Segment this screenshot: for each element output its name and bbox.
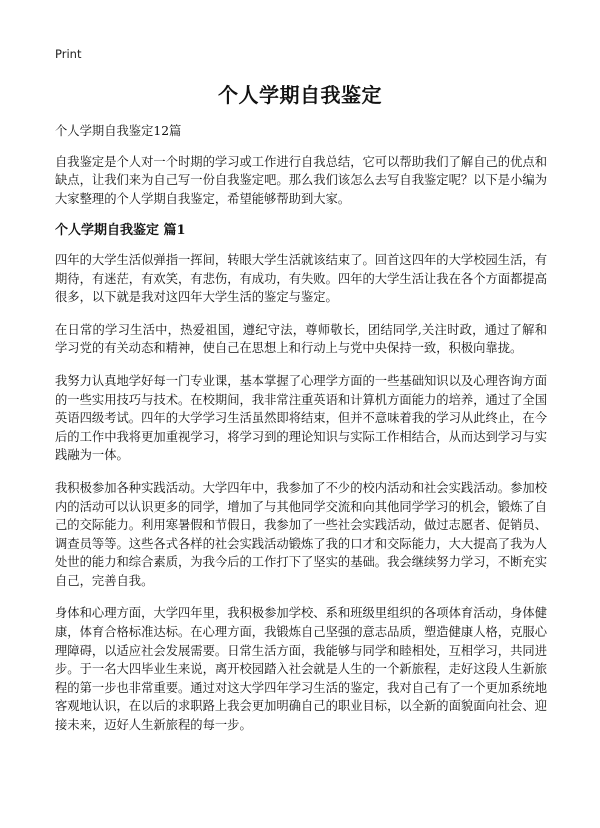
document-title: 个人学期自我鉴定 — [218, 83, 382, 107]
body-paragraph: 身体和心理方面，大学四年里，我积极参加学校、系和班级里组织的各项体育活动，身体健康，体育合格标准达标。在心理方面，我锻炼自己坚强的意志品质，塑造健康人格，克服心理障碍，以适应社会发展需要。日常生活方面，我能够与同学和睦相处，互相学习，共同进步。于一名大四毕业生来说，离开校园踏入社会就是人生的一个新旅程，走好这段人生新旅程的第一步也非常重要。通过对这大学四年学习生活的鉴定，我对自己有了一个更加系统地客观地认识，在以后的求职路上我会更加明确自己的职业目标，以全新的面貌面向社会、迎接未来，迈好人生新旅程的每一步。 — [55, 606, 547, 733]
print-link[interactable]: Print — [55, 47, 82, 61]
body-paragraph: 我积极参加各种实践活动。大学四年中，我参加了不少的校内活动和社会实践活动。参加校内的活动可以认识更多的同学，增加了与其他同学交流和向其他同学学习的机会，锻炼了自己的交际能力。利用寒暑假和节假日，我参加了一些社会实践活动，做过志愿者、促销员、调查员等等。这些各式各样的社会实践活动锻炼了我的口才和交际能力，大大提高了我为人处世的能力和综合素质，为我今后的工作打下了坚实的基础。我会继续努力学习，不断充实自己，完善自我。 — [55, 480, 547, 588]
body-paragraph: 在日常的学习生活中，热爱祖国，遵纪守法，尊师敬长，团结同学,关注时政，通过了解和学习党的有关动态和精神，使自己在思想上和行动上与党中央保持一致，积极向靠拢。 — [55, 322, 547, 356]
document-subtitle: 个人学期自我鉴定12篇 — [55, 124, 182, 138]
section-heading: 个人学期自我鉴定 篇1 — [55, 223, 186, 239]
body-paragraph: 四年的大学生活似弹指一挥间，转眼大学生活就该结束了。回首这四年的大学校园生活，有期待，有迷茫，有欢笑，有悲伤，有成功，有失败。四年的大学生活让我在各个方面都提高很多，以下就是我对这四年大学生活的鉴定与鉴定。 — [55, 252, 547, 305]
intro-paragraph: 自我鉴定是个人对一个时期的学习或工作进行自我总结，它可以帮助我们了解自己的优点和缺点，让我们来为自己写一份自我鉴定吧。那么我们该怎么去写自我鉴定呢？以下是小编为大家整理的个人学期自我鉴定，希望能够帮助到大家。 — [55, 154, 547, 206]
document-body — [55, 122, 547, 749]
body-paragraph: 我努力认真地学好每一门专业课，基本掌握了心理学方面的一些基础知识以及心理咨询方面的一些实用技巧与技术。在校期间，我非常注重英语和计算机方面能力的培养，通过了全国英语四级考试。四年的大学学习生活虽然即将结束，但并不意味着我的学习从此终止，在今后的工作中我将更加重视学习，将学习到的理论知识与实际工作相结合，从而达到学习与实践融为一体。 — [55, 373, 547, 463]
